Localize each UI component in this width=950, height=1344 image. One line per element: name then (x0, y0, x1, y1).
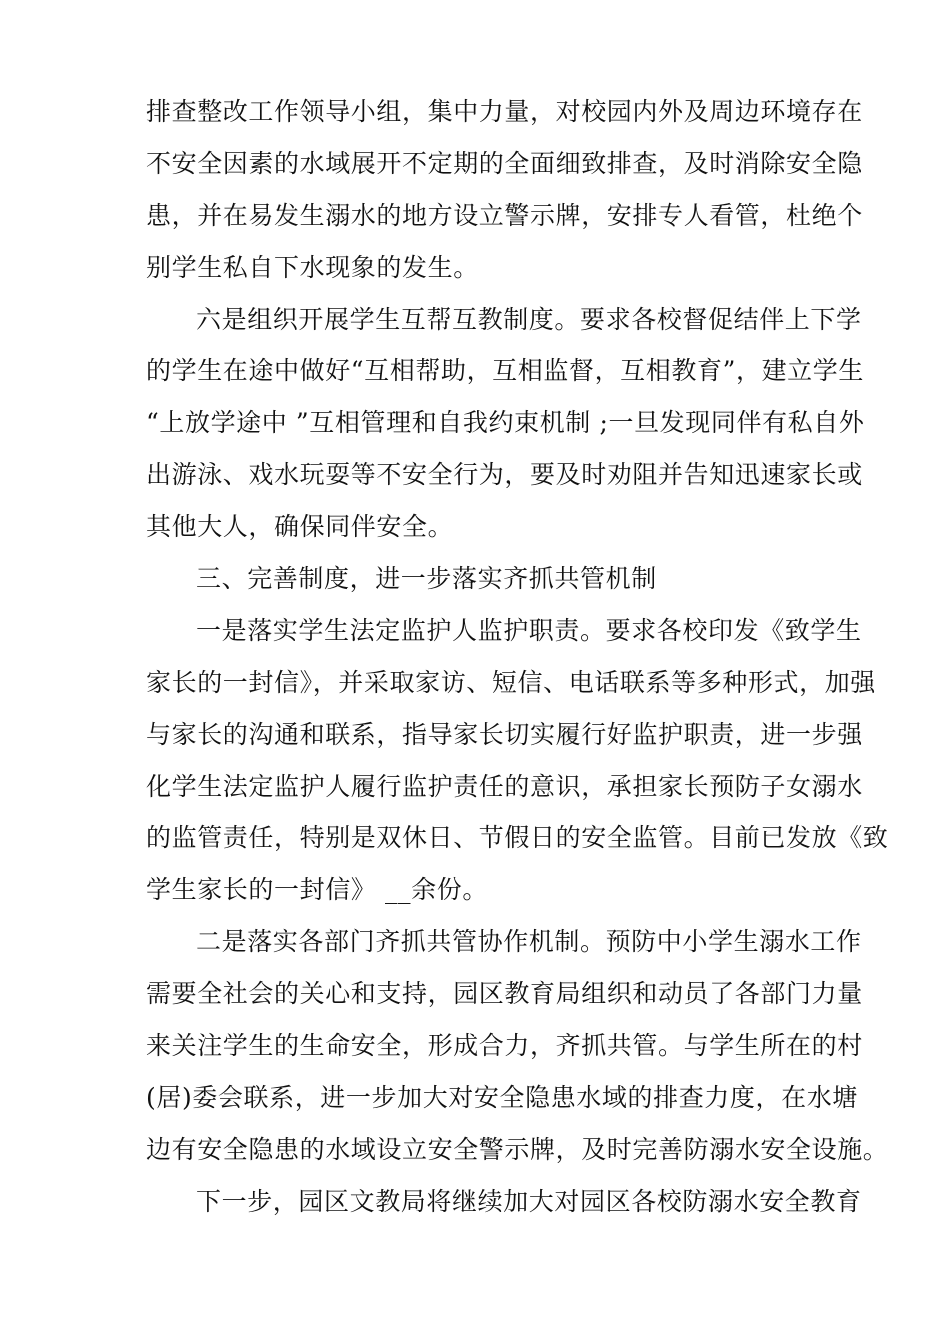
text-line: 不安全因素的水域展开不定期的全面细致排查，及时消除安全隐 (146, 148, 863, 178)
text-line: 别学生私自下水现象的发生。 (146, 252, 479, 282)
text-line: 家长的一封信》，并采取家访、短信、电话联系等多种形式，加强 (146, 667, 876, 697)
paragraph-start-line: 六是组织开展学生互帮互教制度。要求各校督促结伴上下学 (196, 304, 862, 334)
section-heading: 三、完善制度，进一步落实齐抓共管机制 (196, 564, 657, 594)
text-line: (居)委会联系，进一步加大对安全隐患水域的排查力度，在水塘 (146, 1082, 858, 1112)
text-line: 边有安全隐患的水域设立安全警示牌，及时完善防溺水安全设施。 (146, 1134, 889, 1164)
text-line: 化学生法定监护人履行监护责任的意识，承担家长预防子女溺水 (146, 771, 863, 801)
paragraph-start-line: 下一步，园区文教局将继续加大对园区各校防溺水安全教育 (196, 1186, 862, 1216)
text-line: 的监管责任，特别是双休日、节假日的安全监管。目前已发放《致 (146, 823, 889, 853)
text-line: 需要全社会的关心和支持，园区教育局组织和动员了各部门力量 (146, 979, 863, 1009)
text-line: 其他大人，确保同伴安全。 (146, 512, 454, 542)
paragraph-start-line: 二是落实各部门齐抓共管协作机制。预防中小学生溺水工作 (196, 927, 862, 957)
text-line: 排查整改工作领导小组，集中力量，对校园内外及周边环境存在 (146, 97, 863, 126)
text-line: 的学生在途中做好“互相帮助，互相监督，互相教育”，建立学生 (146, 356, 864, 386)
text-line: 学生家长的一封信》 __余份。 (146, 875, 488, 905)
text-line: 与家长的沟通和联系，指导家长切实履行好监护职责，进一步强 (146, 719, 863, 749)
paragraph-start-line: 一是落实学生法定监护人监护职责。要求各校印发《致学生 (196, 615, 862, 645)
text-line: 来关注学生的生命安全，形成合力，齐抓共管。与学生所在的村 (146, 1031, 863, 1061)
text-line: 出游泳、戏水玩耍等不安全行为，要及时劝阻并告知迅速家长或 (146, 460, 863, 490)
text-line: 患，并在易发生溺水的地方设立警示牌，安排专人看管，杜绝个 (146, 200, 863, 230)
document-body (146, 86, 889, 1228)
text-line: “上放学途中 ”互相管理和自我约束机制 ;一旦发现同伴有私自外 (146, 408, 865, 438)
